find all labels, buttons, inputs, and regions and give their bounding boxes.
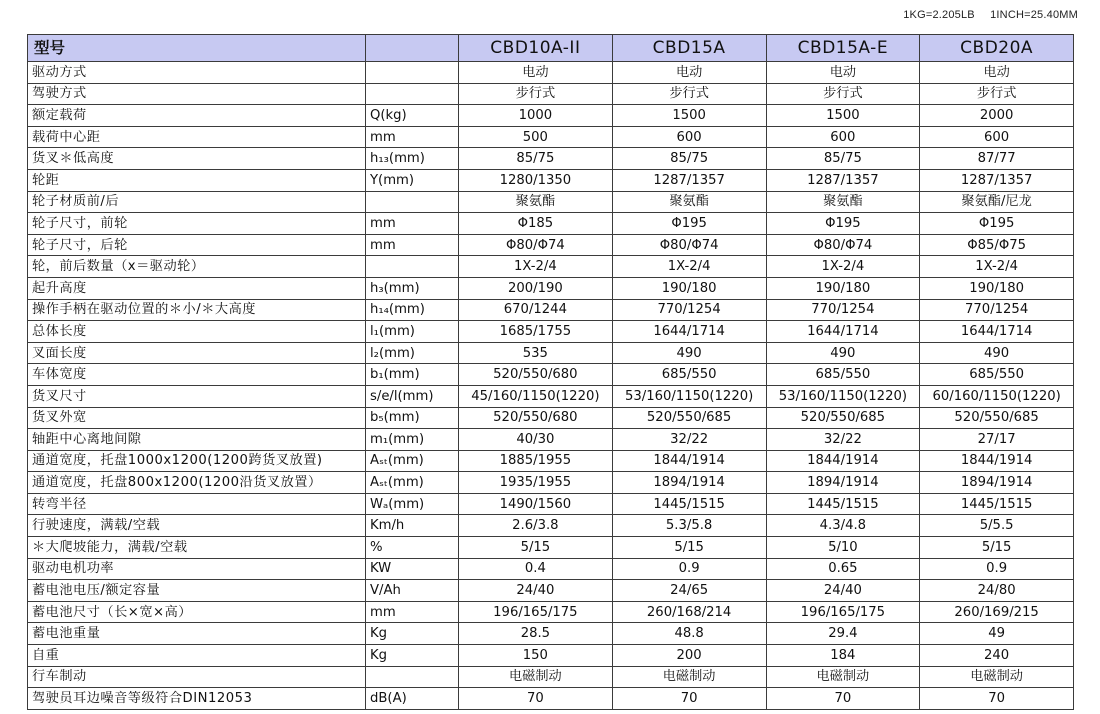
row-value: 步行式 — [766, 83, 920, 105]
row-unit — [366, 666, 459, 688]
table-row — [28, 364, 1074, 386]
row-unit — [366, 83, 459, 105]
row-unit: Wₐ(mm) — [366, 493, 459, 515]
row-value: 770/1254 — [612, 299, 766, 321]
table-row — [28, 321, 1074, 343]
row-value: 1500 — [612, 105, 766, 127]
row-value: 190/180 — [920, 277, 1074, 299]
row-value: 1644/1714 — [920, 321, 1074, 343]
row-label: 货叉外宽 — [28, 407, 366, 429]
row-value: 520/550/685 — [920, 407, 1074, 429]
table-row — [28, 407, 1074, 429]
row-value: 24/80 — [920, 580, 1074, 602]
row-value: 24/40 — [459, 580, 613, 602]
row-value: 1644/1714 — [766, 321, 920, 343]
row-label: 操作手柄在驱动位置的＊小/＊大高度 — [28, 299, 366, 321]
row-value: 670/1244 — [459, 299, 613, 321]
row-unit: Kg — [366, 623, 459, 645]
row-unit: dB(A) — [366, 688, 459, 710]
row-value: 200/190 — [459, 277, 613, 299]
row-value: 电磁制动 — [459, 666, 613, 688]
row-label: 车体宽度 — [28, 364, 366, 386]
table-row — [28, 580, 1074, 602]
row-value: 5/15 — [612, 537, 766, 559]
row-value: 535 — [459, 342, 613, 364]
table-row — [28, 148, 1074, 170]
table-row — [28, 169, 1074, 191]
table-row — [28, 558, 1074, 580]
header-row — [28, 35, 1074, 62]
row-label: 总体长度 — [28, 321, 366, 343]
row-value: 600 — [612, 126, 766, 148]
row-label: 转弯半径 — [28, 493, 366, 515]
table-row — [28, 62, 1074, 84]
row-value: 53/160/1150(1220) — [766, 385, 920, 407]
row-value: Φ85/Φ75 — [920, 234, 1074, 256]
row-value: 520/550/680 — [459, 364, 613, 386]
row-label: 轴距中心离地间隙 — [28, 429, 366, 451]
row-label: 驾驶员耳边噪音等级符合DIN12053 — [28, 688, 366, 710]
table-row — [28, 623, 1074, 645]
row-unit — [366, 62, 459, 84]
row-label: 驱动方式 — [28, 62, 366, 84]
row-value: 770/1254 — [766, 299, 920, 321]
row-value: 520/550/685 — [766, 407, 920, 429]
kg-conversion: 1KG=2.205LB — [903, 9, 975, 21]
row-label: 自重 — [28, 645, 366, 667]
row-unit: h₃(mm) — [366, 277, 459, 299]
unit-conversion-note — [891, 9, 1078, 21]
row-value: Φ185 — [459, 213, 613, 235]
row-value: 1885/1955 — [459, 450, 613, 472]
row-value: 260/168/214 — [612, 601, 766, 623]
row-unit: mm — [366, 126, 459, 148]
row-value: 2.6/3.8 — [459, 515, 613, 537]
row-value: 1644/1714 — [612, 321, 766, 343]
row-value: 685/550 — [920, 364, 1074, 386]
row-value: 1287/1357 — [920, 169, 1074, 191]
row-unit: l₂(mm) — [366, 342, 459, 364]
row-label: 货叉＊低高度 — [28, 148, 366, 170]
row-value: 70 — [459, 688, 613, 710]
table-row — [28, 429, 1074, 451]
row-value: 1445/1515 — [766, 493, 920, 515]
table-row — [28, 472, 1074, 494]
row-value: 1280/1350 — [459, 169, 613, 191]
row-value: 40/30 — [459, 429, 613, 451]
row-value: 电磁制动 — [766, 666, 920, 688]
model-header: CBD20A — [920, 35, 1074, 62]
row-value: 520/550/685 — [612, 407, 766, 429]
row-unit: mm — [366, 213, 459, 235]
row-value: Φ80/Φ74 — [459, 234, 613, 256]
row-unit: % — [366, 537, 459, 559]
row-unit: KW — [366, 558, 459, 580]
row-value: 600 — [920, 126, 1074, 148]
row-value: 电动 — [612, 62, 766, 84]
row-value: 0.4 — [459, 558, 613, 580]
row-value: Φ195 — [612, 213, 766, 235]
row-value: 5/15 — [459, 537, 613, 559]
row-value: 5/5.5 — [920, 515, 1074, 537]
row-unit: m₁(mm) — [366, 429, 459, 451]
row-value: 260/169/215 — [920, 601, 1074, 623]
model-header: CBD15A-E — [766, 35, 920, 62]
table-row — [28, 299, 1074, 321]
row-value: 32/22 — [766, 429, 920, 451]
row-value: 24/40 — [766, 580, 920, 602]
row-value: 600 — [766, 126, 920, 148]
row-unit: Y(mm) — [366, 169, 459, 191]
table-row — [28, 234, 1074, 256]
row-value: Φ195 — [920, 213, 1074, 235]
row-value: 1287/1357 — [612, 169, 766, 191]
row-value: 5/15 — [920, 537, 1074, 559]
row-value: 490 — [612, 342, 766, 364]
row-value: 5/10 — [766, 537, 920, 559]
model-header: CBD15A — [612, 35, 766, 62]
row-value: 0.9 — [612, 558, 766, 580]
row-value: 87/77 — [920, 148, 1074, 170]
row-label: 起升高度 — [28, 277, 366, 299]
row-value: 1685/1755 — [459, 321, 613, 343]
table-row — [28, 256, 1074, 278]
row-unit: h₁₄(mm) — [366, 299, 459, 321]
row-value: 85/75 — [766, 148, 920, 170]
row-label: 轮距 — [28, 169, 366, 191]
table-row — [28, 213, 1074, 235]
row-unit: Km/h — [366, 515, 459, 537]
row-value: 1445/1515 — [612, 493, 766, 515]
row-value: 步行式 — [920, 83, 1074, 105]
row-unit — [366, 191, 459, 213]
row-value: 70 — [920, 688, 1074, 710]
row-value: 32/22 — [612, 429, 766, 451]
row-label: 通道宽度，托盘1000x1200(1200跨货叉放置) — [28, 450, 366, 472]
row-value: 200 — [612, 645, 766, 667]
model-header: CBD10A-II — [459, 35, 613, 62]
row-label: 行车制动 — [28, 666, 366, 688]
row-value: 1844/1914 — [612, 450, 766, 472]
row-value: 1894/1914 — [612, 472, 766, 494]
row-label: 驱动电机功率 — [28, 558, 366, 580]
table-row — [28, 277, 1074, 299]
spec-table — [27, 34, 1074, 710]
row-value: 5.3/5.8 — [612, 515, 766, 537]
row-value: Φ195 — [766, 213, 920, 235]
row-label: 轮子材质前/后 — [28, 191, 366, 213]
row-value: 1445/1515 — [920, 493, 1074, 515]
row-value: 聚氨酯 — [612, 191, 766, 213]
row-label: 轮子尺寸，前轮 — [28, 213, 366, 235]
row-value: 电磁制动 — [920, 666, 1074, 688]
row-value: 电动 — [459, 62, 613, 84]
row-value: 45/160/1150(1220) — [459, 385, 613, 407]
row-value: 1844/1914 — [920, 450, 1074, 472]
row-label: 蓄电池重量 — [28, 623, 366, 645]
row-value: 1000 — [459, 105, 613, 127]
row-unit: mm — [366, 234, 459, 256]
row-value: 85/75 — [612, 148, 766, 170]
table-row — [28, 385, 1074, 407]
row-label: 额定载荷 — [28, 105, 366, 127]
row-unit: Q(kg) — [366, 105, 459, 127]
row-value: Φ80/Φ74 — [766, 234, 920, 256]
table-row — [28, 666, 1074, 688]
row-label: 叉面长度 — [28, 342, 366, 364]
row-value: 48.8 — [612, 623, 766, 645]
row-value: Φ80/Φ74 — [612, 234, 766, 256]
row-label: 蓄电池尺寸（长×宽×高） — [28, 601, 366, 623]
row-value: 聚氨酯 — [766, 191, 920, 213]
table-row — [28, 493, 1074, 515]
row-value: 85/75 — [459, 148, 613, 170]
row-label: 轮，前后数量（x＝驱动轮） — [28, 256, 366, 278]
row-value: 聚氨酯/尼龙 — [920, 191, 1074, 213]
row-value: 490 — [766, 342, 920, 364]
row-value: 0.65 — [766, 558, 920, 580]
row-unit: Aₛₜ(mm) — [366, 472, 459, 494]
header-unit — [366, 35, 459, 62]
table-row — [28, 645, 1074, 667]
row-value: 1894/1914 — [920, 472, 1074, 494]
row-label: 驾驶方式 — [28, 83, 366, 105]
row-value: 1500 — [766, 105, 920, 127]
row-value: 685/550 — [766, 364, 920, 386]
table-row — [28, 601, 1074, 623]
table-row — [28, 191, 1074, 213]
row-unit: Kg — [366, 645, 459, 667]
row-value: 1X-2/4 — [612, 256, 766, 278]
row-value: 2000 — [920, 105, 1074, 127]
row-value: 27/17 — [920, 429, 1074, 451]
row-value: 29.4 — [766, 623, 920, 645]
table-row — [28, 83, 1074, 105]
row-label: 通道宽度，托盘800x1200(1200沿货叉放置） — [28, 472, 366, 494]
row-value: 190/180 — [766, 277, 920, 299]
row-value: 70 — [612, 688, 766, 710]
row-value: 28.5 — [459, 623, 613, 645]
row-unit: h₁₃(mm) — [366, 148, 459, 170]
row-value: 770/1254 — [920, 299, 1074, 321]
row-value: 184 — [766, 645, 920, 667]
row-value: 1844/1914 — [766, 450, 920, 472]
row-label: 行驶速度，满载/空载 — [28, 515, 366, 537]
row-value: 1935/1955 — [459, 472, 613, 494]
row-unit: s/e/l(mm) — [366, 385, 459, 407]
row-value: 电动 — [920, 62, 1074, 84]
row-label: ＊大爬坡能力，满载/空载 — [28, 537, 366, 559]
row-label: 载荷中心距 — [28, 126, 366, 148]
row-value: 520/550/680 — [459, 407, 613, 429]
row-value: 0.9 — [920, 558, 1074, 580]
row-unit: mm — [366, 601, 459, 623]
header-label: 型号 — [28, 35, 366, 62]
row-value: 196/165/175 — [459, 601, 613, 623]
row-value: 196/165/175 — [766, 601, 920, 623]
row-value: 53/160/1150(1220) — [612, 385, 766, 407]
row-value: 1X-2/4 — [920, 256, 1074, 278]
row-label: 货叉尺寸 — [28, 385, 366, 407]
row-unit: b₁(mm) — [366, 364, 459, 386]
row-unit — [366, 256, 459, 278]
row-value: 49 — [920, 623, 1074, 645]
row-value: 150 — [459, 645, 613, 667]
row-value: 190/180 — [612, 277, 766, 299]
row-value: 1X-2/4 — [459, 256, 613, 278]
row-value: 1894/1914 — [766, 472, 920, 494]
row-label: 轮子尺寸，后轮 — [28, 234, 366, 256]
table-row — [28, 515, 1074, 537]
row-value: 电磁制动 — [612, 666, 766, 688]
row-value: 24/65 — [612, 580, 766, 602]
row-value: 70 — [766, 688, 920, 710]
row-unit: V/Ah — [366, 580, 459, 602]
row-label: 蓄电池电压/额定容量 — [28, 580, 366, 602]
row-value: 500 — [459, 126, 613, 148]
table-row — [28, 126, 1074, 148]
inch-conversion: 1INCH=25.40MM — [990, 9, 1078, 21]
table-row — [28, 537, 1074, 559]
row-value: 490 — [920, 342, 1074, 364]
row-value: 聚氨酯 — [459, 191, 613, 213]
row-value: 1490/1560 — [459, 493, 613, 515]
row-value: 4.3/4.8 — [766, 515, 920, 537]
row-value: 1287/1357 — [766, 169, 920, 191]
row-value: 685/550 — [612, 364, 766, 386]
row-value: 60/160/1150(1220) — [920, 385, 1074, 407]
table-row — [28, 342, 1074, 364]
row-value: 步行式 — [612, 83, 766, 105]
row-value: 步行式 — [459, 83, 613, 105]
row-unit: l₁(mm) — [366, 321, 459, 343]
row-value: 电动 — [766, 62, 920, 84]
row-unit: Aₛₜ(mm) — [366, 450, 459, 472]
table-row — [28, 688, 1074, 710]
table-row — [28, 450, 1074, 472]
table-row — [28, 105, 1074, 127]
row-value: 240 — [920, 645, 1074, 667]
row-value: 1X-2/4 — [766, 256, 920, 278]
row-unit: b₅(mm) — [366, 407, 459, 429]
